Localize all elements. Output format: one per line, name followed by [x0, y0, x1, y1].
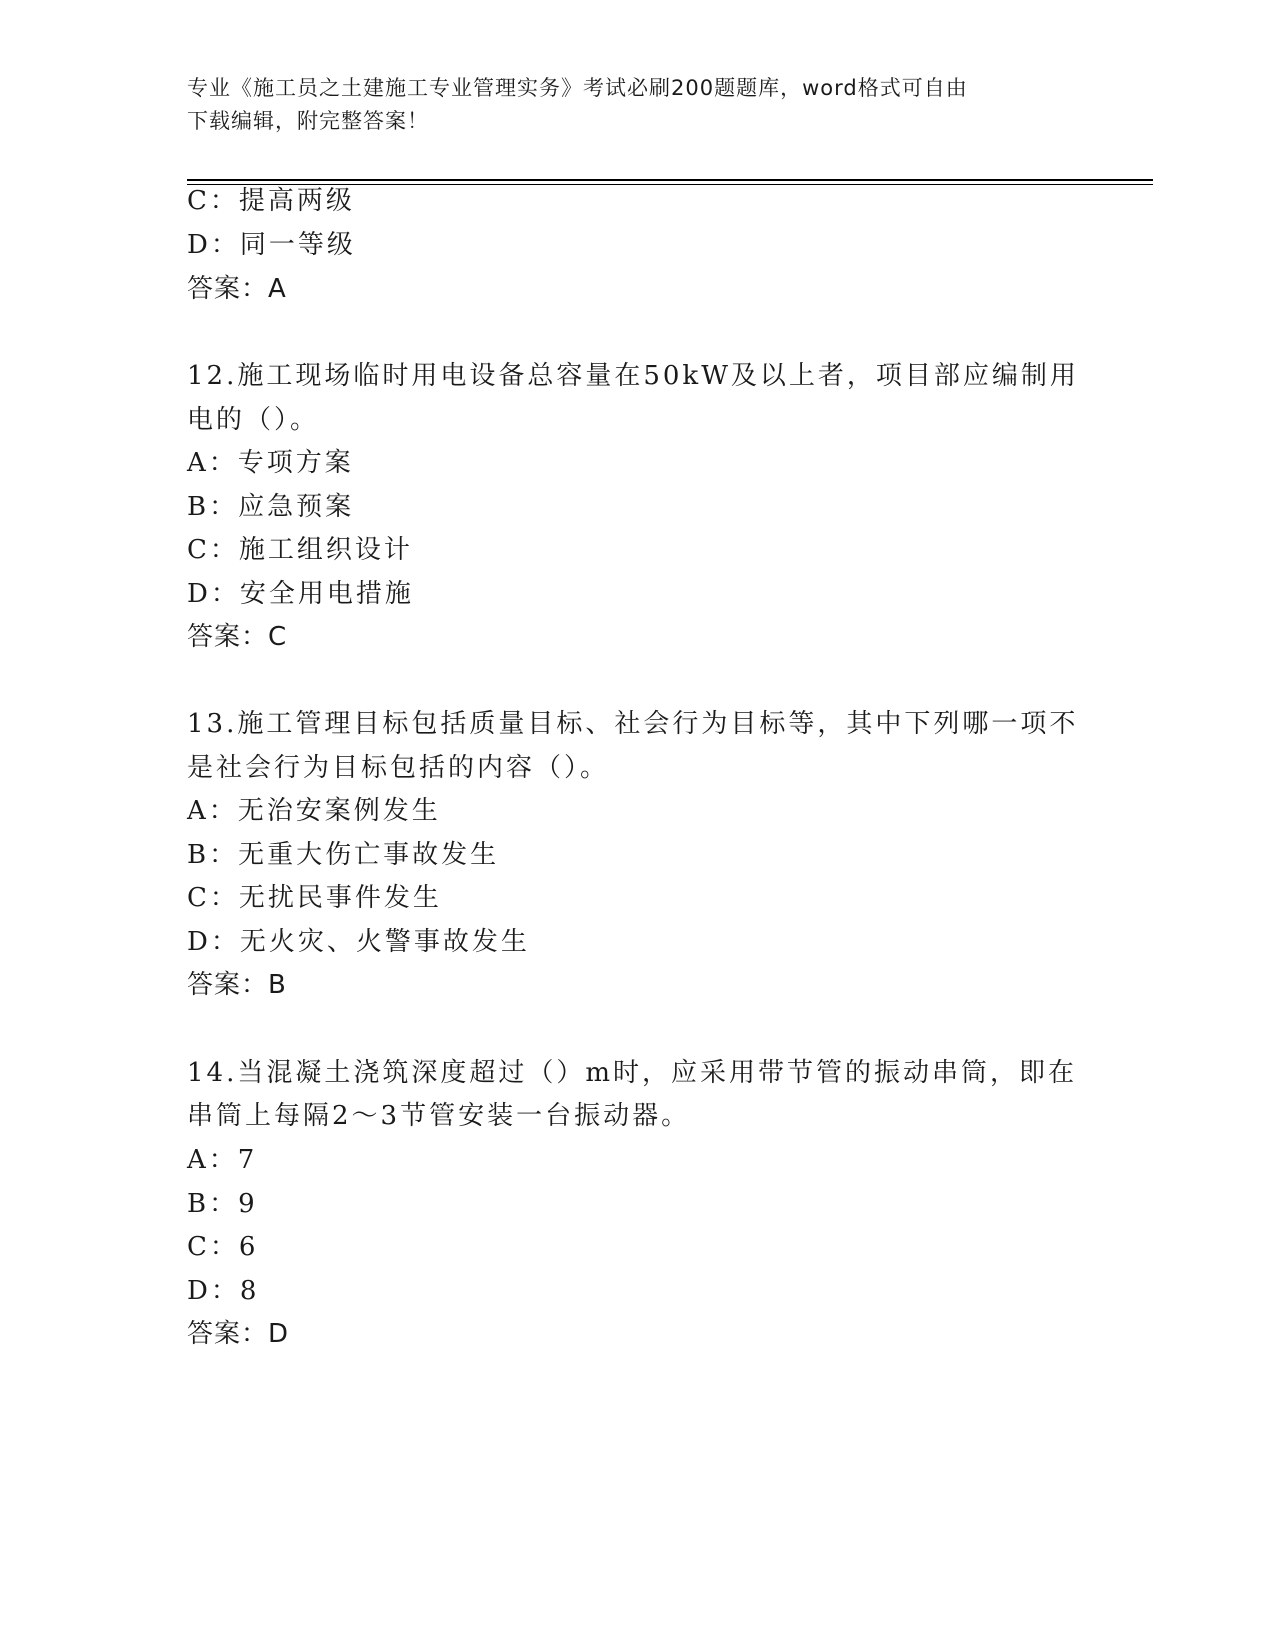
answer-line: 答案：B — [187, 970, 287, 1000]
question-stem-line: 串筒上每隔2～3节管安装一台振动器。 — [187, 1101, 691, 1131]
question-stem-line: 13.施工管理目标包括质量目标、社会行为目标等，其中下列哪一项不 — [187, 709, 1079, 739]
option-line: D：同一等级 — [187, 230, 356, 260]
question-stem-line: 电的（）。 — [187, 405, 320, 435]
option-line: A：无治安案例发生 — [187, 796, 441, 826]
option-line: D：安全用电措施 — [187, 579, 414, 609]
option-line: C：施工组织设计 — [187, 535, 413, 565]
question-stem-line: 是社会行为目标包括的内容（）。 — [187, 753, 610, 783]
option-line: C：6 — [187, 1232, 259, 1262]
option-line: D：8 — [187, 1276, 260, 1306]
option-line: C：提高两级 — [187, 186, 355, 216]
answer-line: 答案：D — [187, 1319, 290, 1349]
option-line: C：无扰民事件发生 — [187, 883, 442, 913]
option-line: B：应急预案 — [187, 492, 355, 522]
question-stem-line: 14.当混凝土浇筑深度超过（）m时，应采用带节管的振动串筒，即在 — [187, 1058, 1078, 1088]
option-line: B：9 — [187, 1189, 258, 1219]
option-line: A：专项方案 — [187, 448, 354, 478]
option-line: A：7 — [187, 1145, 258, 1175]
answer-line: 答案：A — [187, 274, 287, 304]
option-line: D：无火灾、火警事故发生 — [187, 927, 530, 957]
option-line: B：无重大伤亡事故发生 — [187, 840, 500, 870]
header-divider-thick — [187, 179, 1153, 181]
question-stem-line: 12.施工现场临时用电设备总容量在50kW及以上者，项目部应编制用 — [187, 361, 1079, 391]
document-header: 专业《施工员之土建施工专业管理实务》考试必刷200题题库，word格式可自由 下载编辑，附完整答案！ — [187, 76, 968, 133]
answer-line: 答案：C — [187, 622, 288, 652]
